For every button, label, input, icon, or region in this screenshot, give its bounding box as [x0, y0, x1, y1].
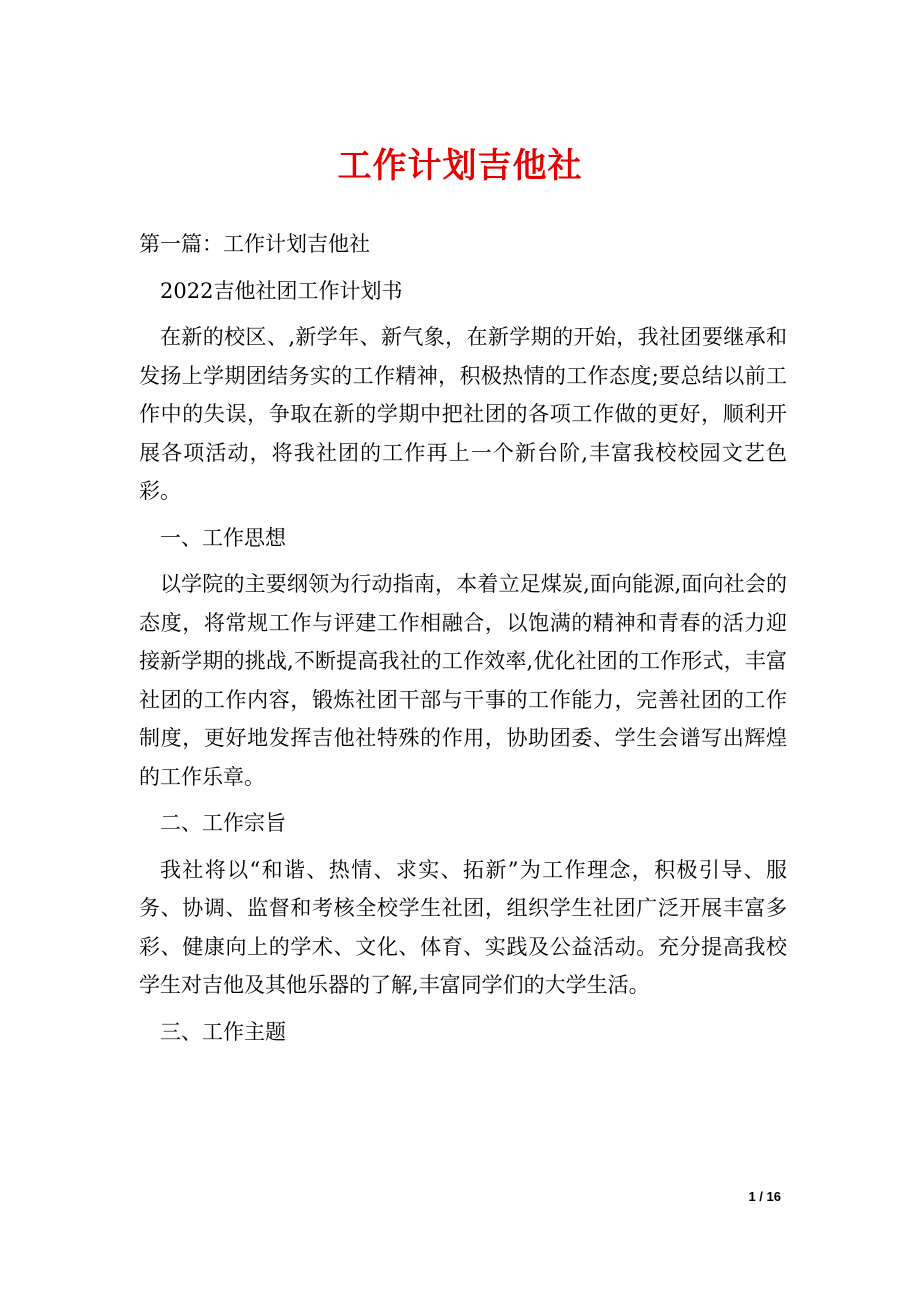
- section-heading-work-theme: 三、工作主题: [160, 1019, 286, 1044]
- section-heading-work-purpose: 二、工作宗旨: [160, 811, 286, 835]
- intro-paragraph: 在新的校区、,新学年、新气象，在新学期的开始，我社团要继承和发扬上学期团结务实的工作精神，积极热情的工作态度;要总结以前工作中的失误，争取在新的学期中把社团的各项工作做的更好，顺利开展各项活动，将我社团的工作再上一个新台阶,丰富我校校园文艺色彩。: [139, 325, 787, 503]
- section-heading-first-part: 第一篇：工作计划吉他社: [139, 232, 370, 256]
- plan-subtitle: 2022吉他社团工作计划书: [160, 278, 403, 303]
- document-title: 工作计划吉他社: [337, 146, 583, 186]
- work-thought-paragraph: 以学院的主要纲领为行动指南，本着立足煤炭,面向能源,面向社会的态度，将常规工作与评建工作相融合，以饱满的精神和青春的活力迎接新学期的挑战,不断提高我社的工作效率,优化社团的工作形式，丰富社团的工作内容，锻炼社团干部与干事的工作能力，完善社团的工作制度，更好地发挥吉他社特殊的作用，协助团委、学生会谱写出辉煌的工作乐章。: [139, 572, 787, 789]
- section-heading-work-thought: 一、工作思想: [160, 525, 286, 550]
- document-body: [139, 225, 787, 1059]
- work-purpose-paragraph: 我社将以“和谐、热情、求实、拓新”为工作理念，积极引导、服务、协调、监督和考核全校学生社团，组织学生社团广泛开展丰富多彩、健康向上的学术、文化、体育、实践及公益活动。充分提高我校学生对吉他及其他乐器的了解,丰富同学们的大学生活。: [139, 857, 787, 997]
- page-number: 1 / 16: [748, 1189, 781, 1204]
